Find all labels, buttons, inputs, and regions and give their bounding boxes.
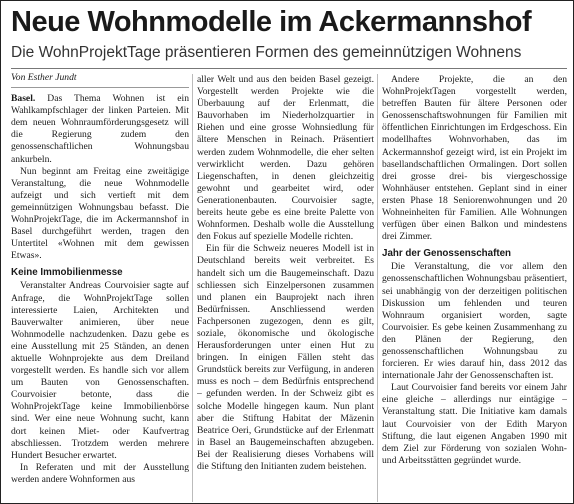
column-divider-1 — [192, 74, 193, 502]
article-column-2 — [197, 74, 374, 473]
article-paragraph: Veranstalter Andreas Courvoisier sagte auf Anfrage, die WohnProjektTage sollen interessierte Laien, Architekten und Bauverwalter animieren, über neue Wohnmodelle nachzudenken. Dazu gebe es eine Ausstellung mit 25 Ständen, an denen aktuelle Wohnprojekte aus dem Dreiland vorgestellt werden. Es handle sich vor allem um Bauten von Genossenschaften. Courvoisier betonte, dass die WohnProjektTage keine Immobilienbörse sind. Wer eine neue Wohnung sucht, kann dort keinen Miet- oder Kaufvertrag abschliessen. Trotzdem werden mehrere Hundert Besucher erwartet. — [11, 280, 189, 461]
article-headline: Neue Wohnmodelle im Ackermannshof — [11, 6, 532, 38]
article-byline: Von Esther Jundt — [11, 72, 189, 88]
article-paragraph: Ein für die Schweiz neueres Modell ist in Deutschland bereits weit verbreitet. Es handelt sich um die Baugemeinschaft. Dazu schliessen sich Einzelpersonen zusammen und planen ein Bauprojekt nach ihren Bedürfnissen. Anschliessend werden Fachpersonen zugezogen, denn es gilt, soziale, ökonomische und ökologische Herausforderungen unter einen Hut zu bringen. In einigen Fällen steht das Grundstück bereits zur Verfügung, in anderen muss es noch – dem Bedürfnis entsprechend – gefunden werden. In der Schweiz gibt es solche Modelle hingegen kaum. Nun plant aber die Stiftung Habitat der Mäzenin Beatrice Oeri, Grundstücke auf der Erlenmatt in Basel an Baugemeinschaften abzugeben. Bei der Realisierung dieses Vorhabens will die Stiftung den Initianten zudem beistehen. — [197, 243, 374, 472]
lead-location: Basel. — [11, 93, 36, 105]
article-paragraph: In Referaten und mit der Ausstellung werden andere Wohnformen aus — [11, 461, 189, 485]
article-column-1 — [11, 72, 189, 486]
article-paragraph: aller Welt und aus den beiden Basel gezeigt. Vorgestellt werden Projekte wie die Überbauung auf der Erlenmatt, die Bauvorhaben im Niederholzquartier in Riehen und eine grosse Wohnsiedlung für ältere Menschen in Reinach. Präsentiert werden zudem Wohnmodelle, die eher selten verwirklicht werden. Dazu gehören Liegenschaften, in denen gleichzeitig gewohnt und gearbeitet wird, oder Generationenbauten. Courvoisier sagte, bereits heute gebe es eine breite Palette von Wohnformen. Deshalb wolle die Ausstellung den Fokus auf spezielle Modelle richten. — [197, 74, 374, 243]
article-paragraph — [11, 93, 189, 166]
article-paragraph: Andere Projekte, die an den WohnProjektTagen vorgestellt werden, betreffen Bauten für ältere Personen oder Genossenschaftswohnungen für Familien mit öffentlichen Einrichtungen im Erdgeschoss. Ein modellhaftes Wohnvorhaben, das im Ackermannshof gezeigt wird, ist ein Projekt im basellandschaftlichen Ormalingen. Dort sollen drei grosse drei- bis viergeschossige Wohnhäuser entstehen. Geplant sind in einer ersten Phase 18 Seniorenwohnungen und 20 Wohneinheiten für Familien. Alle Wohnungen verfügen über einen Balkon und mindestens drei Zimmer. — [382, 74, 567, 243]
article-subheadline: Die WohnProjektTage präsentieren Formen des gemeinnützigen Wohnens — [11, 44, 522, 61]
article-paragraph: Die Veranstaltung, die vor allem den genossenschaftlichen Wohnungsbau präsentiert, sei unabhängig von der derzeitigen politischen Diskussion um fehlenden und teuren Wohnraum organisiert worden, sagte Courvoisier. Es gebe keinen Zusammenhang zu den Plänen der Regierung, den genossenschaftlichen Wohnungsbau zu forcieren. Er wies darauf hin, dass 2012 das internationale Jahr der Genossenschaften ist. — [382, 261, 567, 382]
article-paragraph: Nun beginnt am Freitag eine zweitägige Veranstaltung, die neue Wohnmodelle aufzeigt und sich vertieft mit dem gemeinnützigen Wohnungsbau befasst. Die WohnProjektTage, die im Ackermannshof in Basel durchgeführt werden, tragen den Untertitel «Wohnen mit dem gewissen Etwas». — [11, 165, 189, 262]
section-heading-genossenschaften: Jahr der Genossenschaften — [382, 248, 512, 260]
article-paragraph: Laut Courvoisier fand bereits vor einem Jahr eine gleiche – allerdings nur eintägige – Veranstaltung statt. Die Initiative kam damals laut Courvoisier von der Edith Maryon Stiftung, die laut eigenen Angaben 1990 mit dem Ziel zur Förderung von sozialen Wohn- und Arbeitsstätten gegründet wurde. — [382, 382, 567, 466]
paragraph-text: Das Thema Wohnen ist ein Wahlkampfschlager der linken Parteien. Mit dem neuen Wohnraumförderungsgesetz will die Regierung zudem den genossenschaftlichen Wohnungsbau ankurbeln. — [11, 93, 189, 165]
section-heading-immobilienmesse: Keine Immobilienmesse — [11, 267, 123, 279]
article-column-3 — [382, 74, 567, 467]
column-divider-2 — [377, 74, 378, 502]
header-divider — [11, 68, 567, 69]
